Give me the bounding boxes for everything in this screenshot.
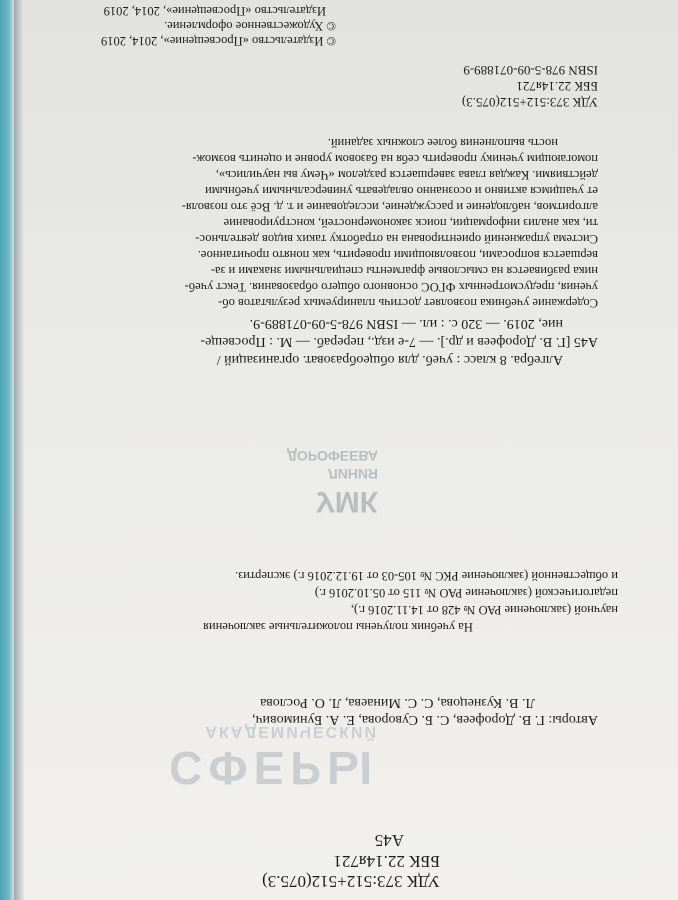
copyright-design: © Художественное оформление.: [164, 19, 336, 33]
umk-watermark-title: УМК: [316, 485, 378, 518]
footer-bbk: ББК 22.14я721: [516, 79, 598, 94]
annotation-line-7: алгоритмов, наблюдение и рассуждение, исследование и т. д. Всё это позволя-: [181, 200, 598, 214]
umk-watermark-author: ДОРОФЕЕВА: [286, 448, 378, 464]
annotation-line-8: ет учащимся активно и осознанно овладевать универсальными учебными: [205, 184, 598, 198]
annotation-line-3: ника разбивается на смысловые фрагменты специальными знаками и за-: [210, 264, 598, 278]
approval-line-1-text: На учебник получены положительные заключения: [203, 620, 473, 634]
catalog-line-1: Алгебра. 8 класс : учеб. для общеобразоват. организаций /: [216, 352, 563, 367]
catalog-line-3: ние, 2019. — 320 с. : ил. — ISBN 978-5-09-071889-9.: [249, 316, 563, 331]
approval-line-2: научной (заключение РАО № 428 от 14.11.2016 г.),: [350, 603, 618, 617]
bbk-code: ББК 22.14я721: [333, 852, 440, 871]
annotation-line-11: ность выполнения более сложных заданий.: [327, 136, 558, 150]
catalog-line-2: А45 [Г. В. Дорофеев и др.]. — 7-е изд., перераб. — М. : Просвеще-: [200, 334, 598, 349]
footer-udk: УДК 373:512+512(075.3): [461, 95, 598, 110]
annotation-line-5: Система упражнений ориентирована на отработку таких видов деятельнос-: [195, 232, 598, 246]
umk-watermark-line: ЛИНИЯ: [327, 466, 378, 482]
series-watermark-title: СФЕРЫ: [169, 742, 378, 794]
catalog-code: А45: [374, 831, 404, 850]
udk-code: УДК 373:512+512(075.3): [262, 872, 440, 891]
annotation-line-4: вершается вопросами, позволяющими проверить, как понято прочитанное.: [197, 248, 598, 262]
annotation-line-2: учения, предусмотренных ФГОС основного общего образования. Текст учеб-: [184, 280, 598, 294]
cover-edge-dark: [14, 0, 24, 900]
copyright-publisher: © Издательство «Просвещение», 2014, 2019: [101, 34, 336, 48]
authors-line-1: Авторы: Г. В. Дорофеев, С. Б. Суворова, Е. А. Бунимович,: [252, 712, 598, 727]
annotation-line-10: помогающим ученику проверить себя на базовом уровне и оценить возмож-: [192, 152, 598, 166]
approval-line-1: [88, 620, 588, 635]
cover-edge-blue: [0, 0, 14, 900]
approval-line-4: и общественной (заключение РКС № 105-03 от 19.12.2016 г.) экспертиз.: [235, 569, 618, 583]
annotation-line-1: Содержание учебника позволяет достичь планируемых результатов об-: [218, 296, 598, 310]
copyright-design-publisher: Издательство «Просвещение», 2014, 2019: [103, 4, 326, 18]
authors-line-2: Л. В. Кузнецова, С. С. Минаева, Л. О. Рослова: [260, 695, 535, 710]
annotation-line-9: действиями. Каждая глава завершается разделом «Чему вы научились»,: [215, 168, 598, 182]
approval-line-3: педагогической (заключение РАО № 115 от 05.10.2016 г.): [314, 586, 618, 600]
footer-isbn: ISBN 978-5-09-071889-9: [463, 63, 598, 78]
series-watermark-subtitle: АКАДЕМИЧЕСКИЙ: [205, 723, 378, 740]
annotation-line-6: ти, как анализ информации, поиск закономерностей, конструирование: [223, 216, 598, 230]
